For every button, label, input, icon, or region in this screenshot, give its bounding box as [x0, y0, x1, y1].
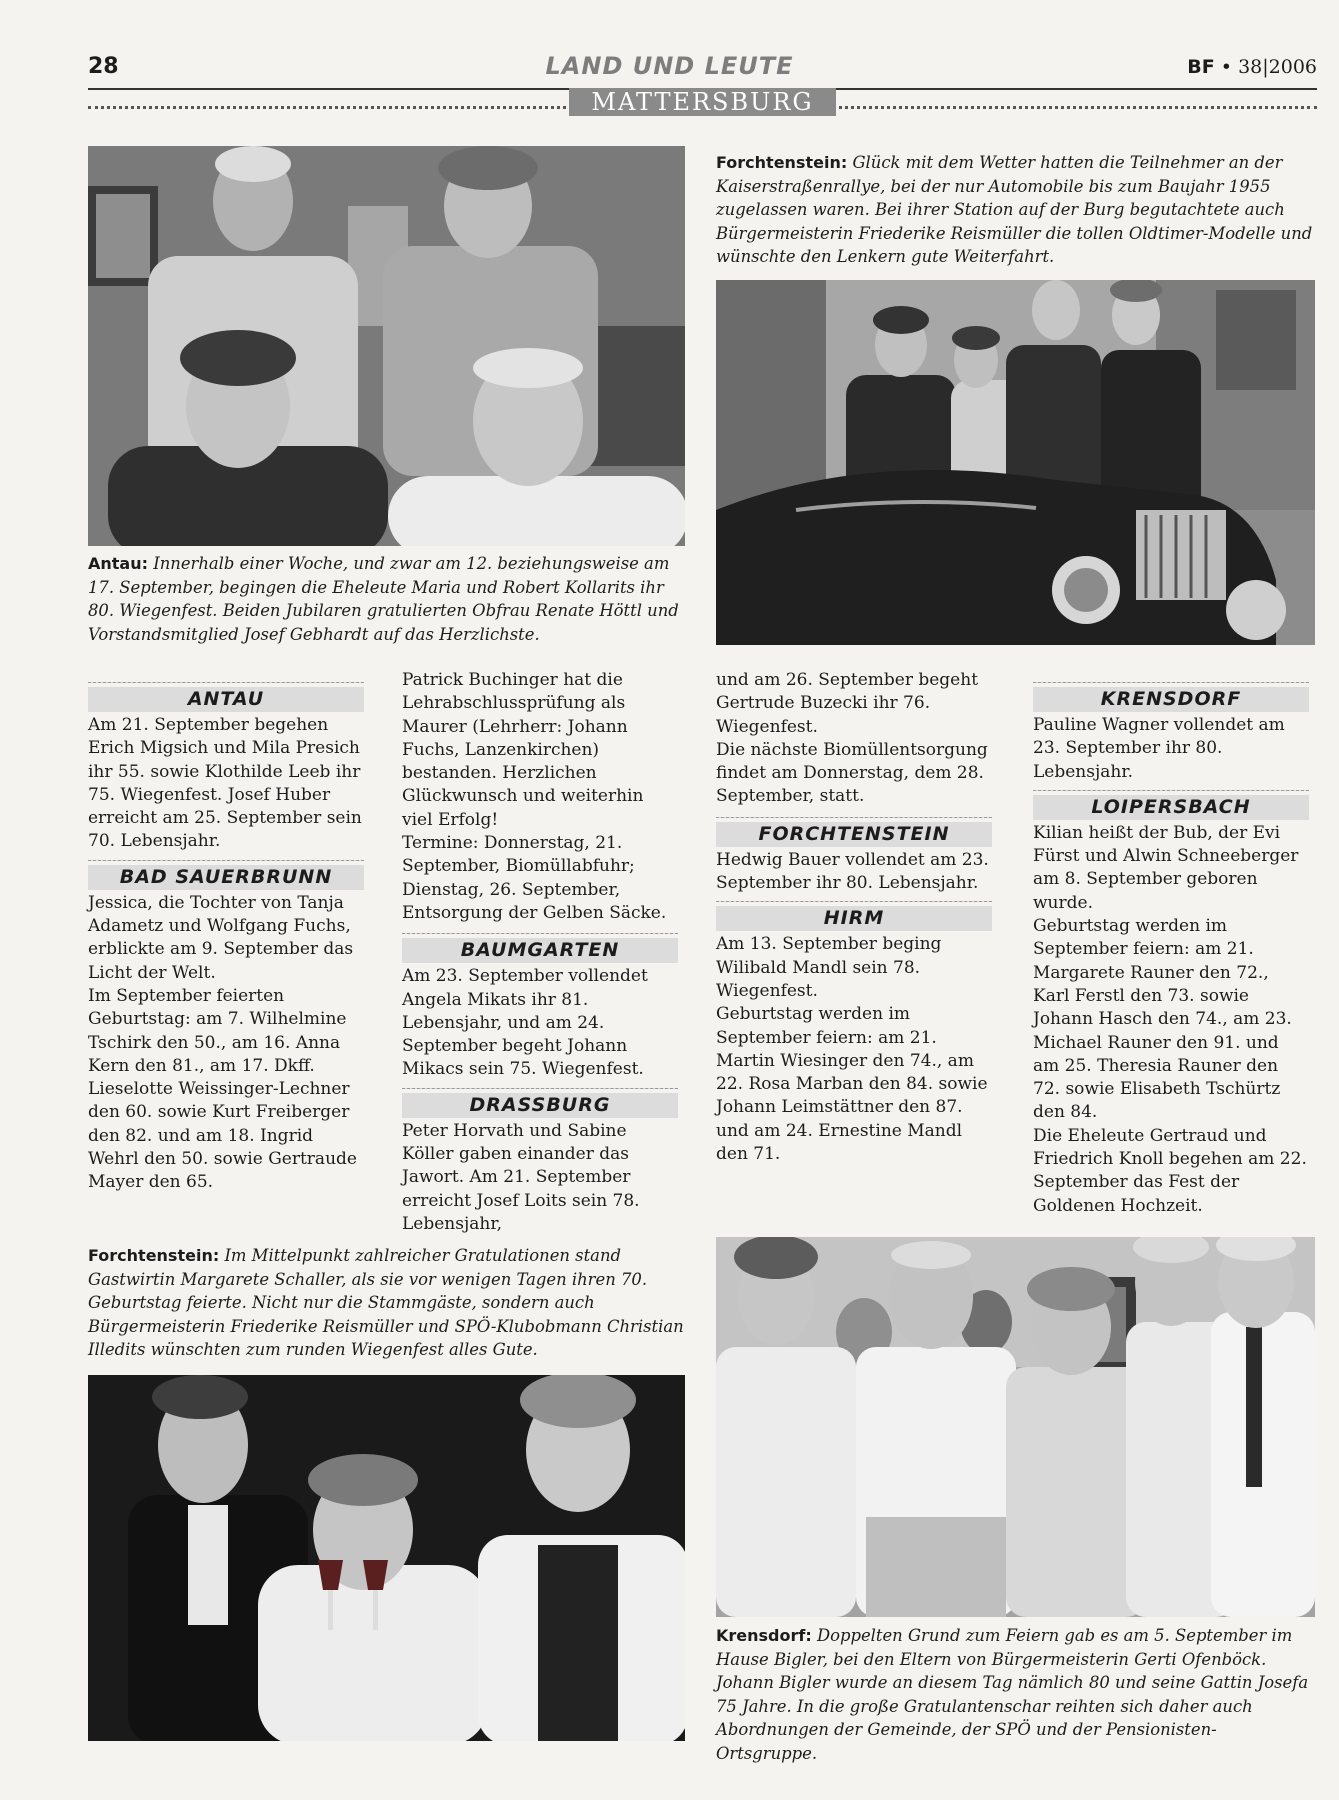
article-text: Am 21. September begehen Erich Migsich und Mila Presich ihr 55. sowie Klothilde Leeb ihr 75. Wiegenfest. Josef Huber erreicht am 25. September sein 70. Lebensjahr.: [88, 715, 362, 852]
caption-text: Doppelten Grund zum Feiern gab es am 5. September im Hause Bigler, bei den Eltern von Bürgermeisterin Gerti Ofenböck. Johann Bigler wurde an diesem Tag nämlich 80 und seine Gattin Josefa 75 Jahre. In die große Gratulantenschar reihten sich daher auch Abordnungen der Gemeinde, der SPÖ und der Pensionisten-Ortsgruppe.: [716, 1626, 1309, 1763]
caption-antau: [88, 552, 688, 646]
photo-krensdorf-group: [716, 1237, 1315, 1617]
caption-text: Innerhalb einer Woche, und zwar am 12. beziehungsweise am 17. September, begingen die Eheleute Maria und Robert Kollarits ihr 80. Wiegenfest. Beiden Jubilaren gratulierten Obfrau Renate Höttl und Vorstandsmitglied Josef Gebhardt auf das Herzlichste.: [88, 554, 679, 644]
photo-forchtenstein-toast: [88, 1375, 685, 1741]
section-heading: KRENSDORF: [1033, 682, 1309, 712]
article-text: Am 23. September vollendet Angela Mikats ihr 81. Lebensjahr, und am 24. September begeht Johann Mikacs sein 75. Wiegenfest.: [402, 966, 648, 1080]
article-text: Geburtstag werden im September feiern: am 21. Margarete Rauner den 72., Karl Ferstl den 73. sowie Johann Hasch den 74., am 23. Michael Rauner den 91. und am 25. Theresia Rauner den 72. sowie Elisabeth Tschürtz den 84.: [1033, 916, 1292, 1123]
caption-text: Glück mit dem Wetter hatten die Teilnehmer an der Kaiserstraßenrallye, bei der nur Automobile bis zum Baujahr 1955 zugelassen waren. Bei ihrer Station auf der Burg begutachtete auch Bürgermeisterin Friederike Reismüller die tollen Oldtimer-Modelle und wünschte den Lenkern gute Weiterfahrt.: [716, 153, 1313, 266]
caption-place: Forchtenstein:: [88, 1246, 220, 1265]
article-loipersbach: [1033, 790, 1309, 1218]
article-baumgarten: [402, 933, 678, 1081]
photo-forchtenstein-rallye: [716, 280, 1315, 645]
caption-place: Forchtenstein:: [716, 153, 848, 172]
publication-name: BF: [1187, 56, 1215, 78]
caption-place: Antau:: [88, 554, 149, 573]
article-column-4: [1033, 680, 1309, 1218]
article-antau: [88, 682, 364, 854]
subsection-title: MATTERSBURG: [569, 88, 835, 116]
issue-number: 38|2006: [1238, 56, 1317, 78]
section-heading: ANTAU: [88, 682, 364, 712]
section-heading: BAUMGARTEN: [402, 933, 678, 963]
section-heading: BAD SAUERBRUNN: [88, 860, 364, 890]
issue-label: BF • 38|2006: [1187, 56, 1317, 78]
caption-text: Im Mittelpunkt zahlreicher Gratulationen stand Gastwirtin Margarete Schaller, als sie vor wenigen Tagen ihren 70. Geburtstag feierte. Nicht nur die Stammgäste, sondern auch Bürgermeisterin Friederike Reismüller und SPÖ-Klubobmann Christian Illedits wünschten zum runden Wiegenfest alles Gute.: [88, 1246, 684, 1359]
caption-forchtenstein-rallye: [716, 151, 1316, 269]
article-drassburg: [402, 1088, 678, 1236]
caption-forchtenstein-schaller: [88, 1244, 688, 1362]
section-heading: HIRM: [716, 901, 992, 931]
section-title: LAND UND LEUTE: [545, 52, 794, 80]
section-heading: DRASSBURG: [402, 1088, 678, 1118]
section-heading: LOIPERSBACH: [1033, 790, 1309, 820]
article-forchtenstein: [716, 817, 992, 896]
article-text: Termine: Donnerstag, 21. September, Biomüllabfuhr; Dienstag, 26. September, Entsorgung der Gelben Säcke.: [402, 833, 667, 923]
page-number: 28: [88, 54, 119, 79]
article-text: Geburtstag werden im September feiern: am 21. Martin Wiesinger den 74., am 22. Rosa Marban den 84. sowie Johann Leimstättner den 87. und am 24. Ernestine Mandl den 71.: [716, 1004, 988, 1165]
section-heading: FORCHTENSTEIN: [716, 817, 992, 847]
article-column-1: [88, 680, 364, 1195]
article-text: Patrick Buchinger hat die Lehrabschlussprüfung als Maurer (Lehrherr: Johann Fuchs, Lanzenkirchen) bestanden. Herzlichen Glückwunsch und weiterhin viel Erfolg!: [402, 670, 644, 830]
article-text: Jessica, die Tochter von Tanja Adametz und Wolfgang Fuchs, erblickte am 9. September das Licht der Welt.: [88, 892, 354, 983]
article-text: Peter Horvath und Sabine Köller gaben einander das Jawort. Am 21. September erreicht Josef Loits sein 78. Lebensjahr,: [402, 1120, 640, 1234]
article-text: und am 26. September begeht Gertrude Buzecki ihr 76. Wiegenfest.: [716, 670, 979, 737]
article-text: Die nächste Biomüllentsorgung findet am Donnerstag, dem 28. September, statt.: [716, 739, 988, 807]
article-text: Pauline Wagner vollendet am 23. September ihr 80. Lebensjahr.: [1033, 715, 1285, 782]
caption-krensdorf: [716, 1624, 1316, 1765]
article-text: Hedwig Bauer vollendet am 23. September ihr 80. Lebensjahr.: [716, 849, 989, 894]
article-text: Am 13. September beging Wilibald Mandl sein 78. Wiegenfest.: [716, 934, 942, 1001]
article-column-2: [402, 669, 678, 1236]
photo-antau-jubilarians: [88, 146, 685, 546]
article-column-3: [716, 669, 992, 1166]
article-bad-sauerbrunn: [88, 860, 364, 1195]
article-text: Kilian heißt der Bub, der Evi Fürst und Alwin Schneeberger am 8. September geboren wurde.: [1033, 822, 1299, 913]
article-text: Im September feierten Geburtstag: am 7. Wilhelmine Tschirk den 50., am 16. Anna Kern den 81., am 17. Dkff. Lieselotte Weissinger-Lechner den 60. sowie Kurt Freiberger den 82. und am 18. Ingrid Wehrl den 50. sowie Gertraude Mayer den 65.: [88, 985, 357, 1193]
article-krensdorf: [1033, 682, 1309, 784]
article-hirm: [716, 901, 992, 1166]
header-band: [88, 88, 1317, 118]
caption-place: Krensdorf:: [716, 1626, 812, 1645]
article-text: Die Eheleute Gertraud und Friedrich Knoll begehen am 22. September das Fest der Goldenen Hochzeit.: [1033, 1125, 1307, 1216]
